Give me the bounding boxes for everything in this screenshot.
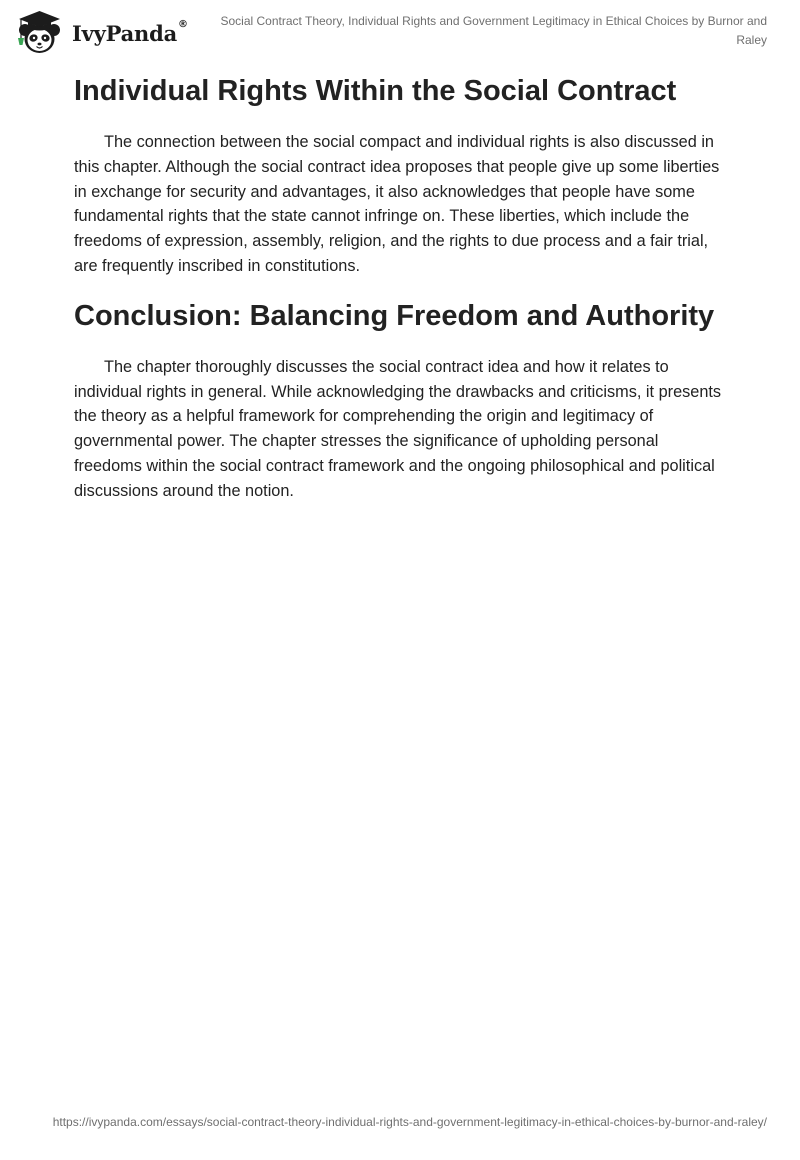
section-paragraph: The chapter thoroughly discusses the social contract idea and how it relates to individual rights in general. While acknowledging the drawbacks and criticisms, it presents the theory as a helpful framework for comprehending the origin and legitimacy of governmental power. The chapter stresses the significance of upholding personal freedoms within the social contract framework and the ongoing philosophical and political discussions around the notion. (74, 357, 722, 500)
ivypanda-logo[interactable] (14, 8, 188, 58)
document-title: Social Contract Theory, Individual Rights and Government Legitimacy in Ethical Choices by Burnor and Raley (220, 14, 767, 47)
panda-graduation-cap-icon (14, 8, 66, 58)
source-url-link[interactable]: https://ivypanda.com/essays/social-contract-theory-individual-rights-and-government-legitimacy-in-ethical-choices-by-burnor-and-raley/ (52, 1115, 767, 1129)
page-header (0, 0, 800, 60)
logo-text: IvyPanda (72, 20, 178, 46)
section-paragraph: The connection between the social compact and individual rights is also discussed in this chapter. Although the social contract idea proposes that people give up some liberties in exchange for security and advantages, it also acknowledges that people have some fundamental rights that the state cannot infringe on. These liberties, which include the freedoms of expression, assembly, religion, and the rights to due process and a fair trial, are frequently inscribed in constitutions. (74, 133, 720, 275)
essay-content (74, 68, 724, 518)
section-heading: Conclusion: Balancing Freedom and Authority (74, 299, 715, 332)
section-conclusion (74, 293, 724, 504)
section-heading: Individual Rights Within the Social Contract (74, 75, 677, 107)
registered-mark: ® (178, 18, 189, 30)
section-individual-rights (74, 68, 724, 279)
